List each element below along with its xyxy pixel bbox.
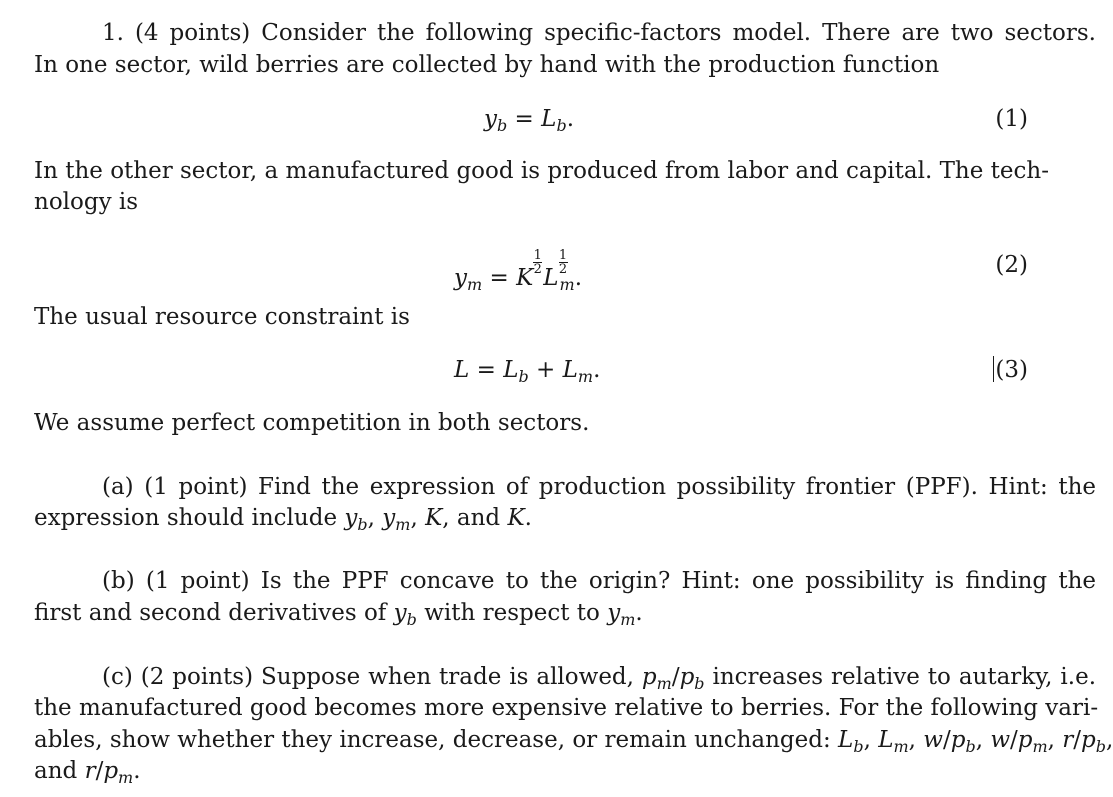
equation-3-number: (3) [995,357,1028,383]
part-a-line-1: (a) (1 point) Find the expression of production possibility frontier (PPF). Hint: the [102,474,1096,500]
document-page [34,0,1113,797]
part-c-points: (2 points) [140,664,254,690]
part-c-label: (c) [102,664,133,690]
part-b-line-2: first and second derivatives of $y_b$ with respect to $y_m$. [34,600,643,629]
part-c-line-3: ables, show whether they increase, decrease, or remain unchanged: $L_b$, $L_m$, $w/p_b$, $w/p_m$, $r/p_b$, [34,727,1113,756]
equation-1: $y_b = L_b$. [484,106,574,135]
equation-3: $L = L_b + L_m$. [454,357,601,386]
problem-points: (4 points) [134,20,251,46]
part-c-line-1: (c) (2 points) Suppose when trade is allowed, $p_m/p_b$ increases relative to autarky, i.e. [102,664,1097,693]
intro-line-2: In one sector, wild berries are collected by hand with the production function [34,52,940,78]
equation-2: $y_m = K\frac{1}{2}L\frac{1}{2}_m$. [454,248,583,294]
para3: The usual resource constraint is [34,304,410,330]
equation-1-number: (1) [995,106,1028,132]
part-b-line-1: (b) (1 point) Is the PPF concave to the origin? Hint: one possibility is finding the [102,568,1097,594]
intro-text: Consider the following specific-factors model. There are two sectors. [261,20,1096,46]
problem-number: 1. [102,20,124,46]
part-a-label: (a) [102,474,134,500]
part-b-points: (1 point) [145,568,250,594]
intro-line-1 [34,18,1096,48]
equation-2-number: (2) [995,252,1028,278]
part-a-line-2: expression should include $y_b$, $y_m$, K, and K. [34,505,532,534]
part-c-line-2: the manufactured good becomes more expensive relative to berries. For the following vari- [34,695,1099,721]
part-b-label: (b) [102,568,135,594]
para2-line-1: In the other sector, a manufactured good is produced from labor and capital. The tech- [34,158,1049,184]
part-a-points: (1 point) [144,474,248,500]
part-a-vars: $y_b$, $y_m$, K, and K. [344,505,532,534]
para2-line-2: nology is [34,189,139,215]
para4: We assume perfect competition in both sectors. [34,410,590,436]
part-c-line-4: and $r/p_m$. [34,758,141,787]
